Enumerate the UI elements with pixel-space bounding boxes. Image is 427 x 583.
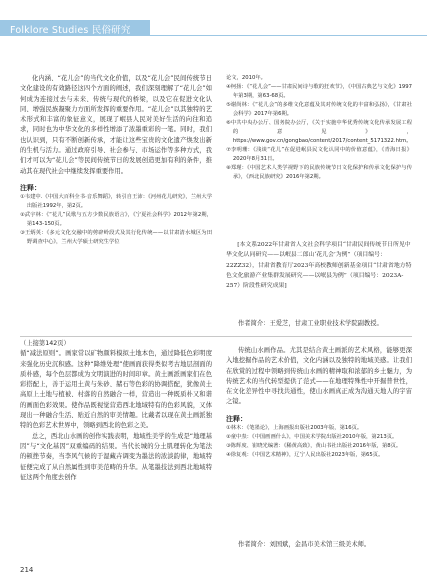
right-note-6: ⑥中共中央办公厅、国务院办公厅，《关于实施中华优秀传统文化传承发展工程的意见》，https://www.gov.cn/gongbao/content/2017/content_5171322.htm。 [226, 120, 412, 144]
right-notes-title: 注释： [226, 414, 247, 423]
right-note-continued: 论文，2010年。 [226, 75, 266, 81]
left-bottom-paragraph-2: 总之，西北山水画的创作实践表明，地域性美学的生成是“地理基因”与“文化基因”双重编码的结果。当代长城的分土肌理转化为笔法的顿挫节奏，当李风气候的于湿藏卉调变为墨法的浓淡韵律，地域特征便完成了从自然属性到审美范畴的升华。从笔墨技法到西北地域特征这两个角度去创作 [20, 432, 212, 481]
right-note-5: ⑤谢尚林：《“花儿会”的多维文化意蕴及其对传统文化的丰富和弘扬》，《甘肃社会科学》2017年第6期。 [226, 102, 412, 117]
page-header [0, 0, 427, 36]
author-note-bottom [226, 540, 412, 550]
author-note-top [226, 319, 412, 329]
page-number: 214 [20, 566, 34, 574]
header-title: Folklore Studies 民俗研究 [10, 25, 131, 36]
left-notes-title: 注释： [20, 183, 41, 192]
right-bottom-note-2: ②童中焘：《中国画画什么》，中国美术学院出版社2010年版，第213页。 [226, 434, 398, 441]
author-bottom-text: 作者简介：刘国斌，金昌市美术馆三级美术师。 [237, 541, 371, 548]
right-top-column [226, 74, 412, 182]
continued-label: （上接第142页） [20, 340, 70, 347]
funding-text: [本文系2022年甘肃省人文社会科学项目“甘肃民间传统节日所见中华文化认同研究——以岷县二郎山‘花儿会’为例”（项目编号：22ZZ32），甘肃省教育厅2023年高校教师创新基金项目“甘肃省地方特色文化旅游产业集群发展研究——以岷县为例”（项目编号：2023A-257）阶段性研究成果] [226, 242, 412, 290]
right-bottom-note-4: ④徐复观：《中国艺术精神》，辽宁人民出版社2023年版，第65页。 [226, 452, 384, 459]
left-top-column [20, 74, 212, 247]
left-note-3: ③王炳英：《多元文化交融中的剪辟岭段式及其行化传统——以甘肃清水城区为田野调查中心》，兰州大学硕士研究生学位 [20, 230, 212, 246]
right-note-7: ⑦李明珊：《浅谈“花儿”在促进岷县民文化认同中的价值意蕴》，《青海日报》2020年8月31日。 [226, 147, 412, 162]
right-note-8: ⑧郑瑾：《中国艺术人类学视野下的民族传统节日文化保护和传承文化保护与传承》，《西北民族研究》2016年第2期。 [226, 165, 412, 180]
left-bottom-paragraph-1: 循“减法原则”。画家常以矿物颜料模拟土地本色，通过降低色彩明度来强化历史沉积感。这种“降维处理”使画面获得类似考古地层剖面的质朴感，每个色层都成为文明演进的时间印章。黄土画派画家们在色彩搭配上，善于运用土黄与朱砂、赭石等色彩的协调搭配，犹像黄土高原上土地与植被、村落的自然融合一样，营造出一种既质朴又和谐的画面色彩效果。使作品既视觉营造西北地域特有的色彩风貌，又体现出一种融合生活、贴近自然的审美情趣。比戴者以现在黄土画派独特的色彩艺术世界中，领略到西北的色彩之美。 [20, 350, 212, 430]
funding-statement [226, 240, 412, 291]
author-top-text: 作者简介：王爱芝，甘肃工业职业技术学院副教授。 [237, 320, 383, 327]
left-note-1: ①韦建中.《中国大百科全书·音乐舞蹈》，转引自王沛：《河州花儿研究》，兰州大学出版社1992年，第2页。 [20, 194, 212, 210]
right-bottom-column [226, 346, 412, 460]
left-note-2: ②武宇林：《“花儿”民歌与五方少数民族语言》，《宁夏社会科学》2012年第2期，第143-150页。 [20, 212, 212, 228]
left-bottom-column [20, 339, 212, 483]
left-top-paragraph: 化内涵、“花儿会”的当代文化价值，以及“花儿会”民间传统节日文化建设的有效路径这四个方面的阐述，我们深刻理解了“花儿会”如何成为连接过去与未来、传统与现代的桥梁，以及它在促进文化认同、增强民族凝聚力方面所发挥的重要作用。“花儿会”以其独特的艺术形式和丰富的象征意义，展现了岷县人民对美好生活的向往和追求，同时也为中华文化的多样性增添了浓墨重彩的一笔。同时，我们也认识到，只有不断创新传承，才能让这些宝贵的文化遗产焕发出新的生机与活力。通过政府引导、社会参与、市场运作等多种方式，我们才可以为“花儿会”等民间传统节日的发展创造更加有利的条件，推动其在现代社会中继续发挥重要作用。 [20, 75, 212, 175]
header-rule [150, 35, 427, 36]
right-bottom-note-3: ③陈辉度、崔晓光编著：《稀黄高致》，黄山书社出版社2016年版，第8页。 [226, 443, 402, 450]
right-note-4: ④柯扬：《“花儿会”——甘肃民间诗与歌的狂欢节》，《中国古典艺与文化》1997年第3期，第63-68页。 [226, 84, 412, 99]
right-bottom-paragraph: 传统山水画作品。尤其是结合黄土画派的艺术风格，能够更深入地挖掘作品的艺术价值，文化内涵以及独特的地域美感。让我们在欣赏的过程中领略到传统山水画的精神取和浓郁的乡土魅力，为传统艺术的当代转型提供了范式——在地理特殊性中开掘普世性，在文化差异性中寻找共通性，使山水画真正成为沟通天地人的宇宙之镜。 [226, 347, 412, 406]
right-bottom-note-1: ①林木：《笔墨论》，上海画报出版社2003年版，第16页。 [226, 425, 363, 432]
article-separator [20, 336, 412, 337]
